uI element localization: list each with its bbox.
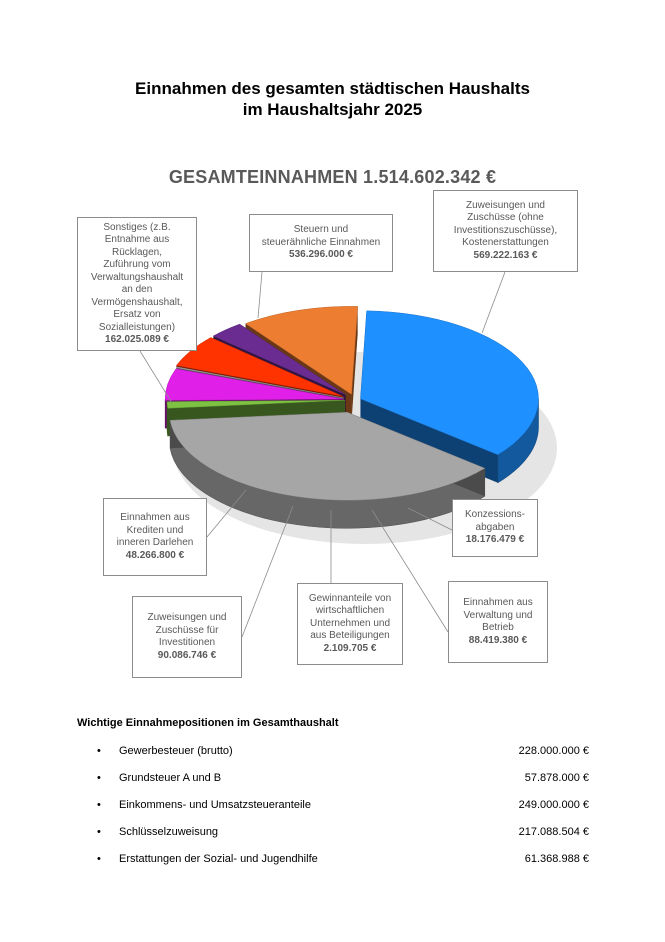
bullet-icon: •	[97, 799, 101, 811]
title-line-1: Einnahmen des gesamten städtischen Haushalts	[135, 79, 530, 98]
slice-label-steuern	[249, 214, 393, 272]
leader-line-steuern	[258, 272, 262, 318]
slice-label-konzession	[452, 499, 538, 557]
slice-name: Steuern und steuerähnliche Einnahmen	[261, 224, 381, 248]
list-item-amount: 249.000.000 €	[518, 799, 589, 811]
chart-title: GESAMTEINNAHMEN 1.514.602.342 €	[168, 167, 497, 187]
slice-value: 48.266.800 €	[125, 549, 185, 561]
list-item-label: Schlüsselzuweisung	[119, 826, 219, 838]
list-item-label: Gewerbesteuer (brutto)	[119, 745, 233, 757]
list-item-label: Einkommens- und Umsatzsteueranteile	[119, 799, 311, 811]
list-item	[77, 772, 589, 786]
slice-value: 88.419.380 €	[468, 634, 528, 646]
slice-label-sonstiges	[77, 217, 197, 351]
positions-heading: Wichtige Einnahmepositionen im Gesamthaushalt	[77, 717, 339, 729]
slice-value: 90.086.746 €	[157, 649, 217, 661]
bullet-icon: •	[97, 853, 101, 865]
list-item-amount: 61.368.988 €	[524, 853, 589, 865]
slice-value: 536.296.000 €	[289, 249, 353, 261]
slice-label-zuweisungen	[433, 190, 578, 272]
bullet-icon: •	[97, 745, 101, 757]
slice-label-gewinn	[297, 583, 403, 665]
list-item-label: Erstattungen der Sozial- und Jugendhilfe	[119, 853, 318, 865]
slice-name: Sonstiges (z.B. Entnahme aus Rücklagen, Zuführung vom Verwaltungshaushalt an den Vermögenshaushalt, Ersatz von Sozialleistungen)	[90, 221, 184, 333]
slice-label-verwaltung	[448, 581, 548, 663]
bullet-icon: •	[97, 772, 101, 784]
slice-name: Einnahmen aus Verwaltung und Betrieb	[463, 597, 533, 633]
slice-value: 18.176.479 €	[465, 534, 525, 546]
slice-name: Zuweisungen und Zuschüsse für Investitionen	[147, 612, 227, 648]
list-item-amount: 228.000.000 €	[518, 745, 589, 757]
list-item-label: Grundsteuer A und B	[119, 772, 222, 784]
slice-name: Einnahmen aus Krediten und inneren Darlehen	[116, 512, 194, 548]
slice-value: 162.025.089 €	[105, 334, 169, 345]
list-item	[77, 826, 589, 840]
list-item-amount: 57.878.000 €	[524, 772, 589, 784]
title-line-2: im Haushaltsjahr 2025	[242, 100, 423, 119]
list-item	[77, 745, 589, 759]
slice-name: Konzessions- abgaben	[464, 509, 526, 533]
leader-line-sonstiges	[140, 351, 172, 403]
slice-label-kredite	[103, 498, 207, 576]
slice-label-invest	[132, 596, 242, 678]
list-item	[77, 799, 589, 813]
slice-name: Zuweisungen und Zuschüsse (ohne Investitionszuschüsse), Kostenerstattungen	[453, 199, 558, 249]
slice-value: 2.109.705 €	[323, 642, 377, 654]
leader-line-zuweisungen	[482, 272, 505, 333]
list-item-amount: 217.088.504 €	[518, 826, 589, 838]
slice-name: Gewinnanteile von wirtschaftlichen Unternehmen und aus Beteiligungen	[308, 592, 392, 642]
list-item	[77, 853, 589, 867]
slice-value: 569.222.163 €	[473, 249, 538, 261]
bullet-icon: •	[97, 826, 101, 838]
